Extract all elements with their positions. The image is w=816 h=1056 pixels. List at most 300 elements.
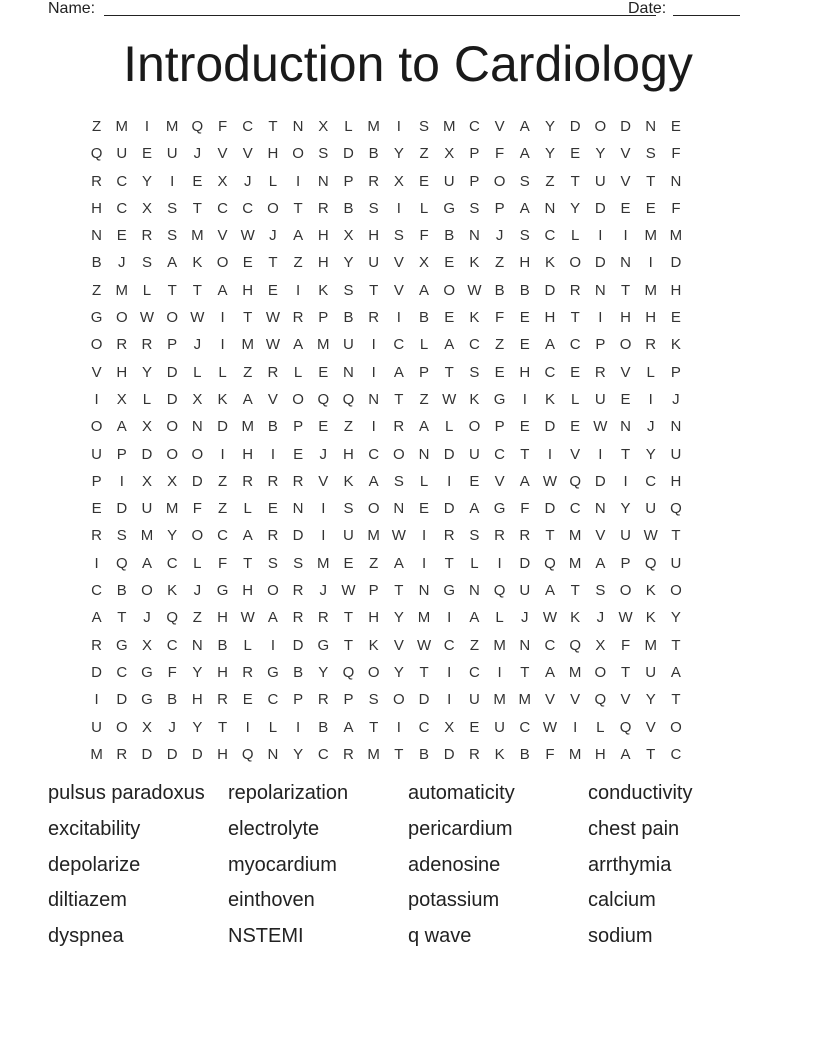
grid-letter[interactable]: P <box>620 554 631 572</box>
grid-letter[interactable]: S <box>116 527 127 545</box>
grid-letter[interactable]: I <box>270 445 275 463</box>
grid-letter[interactable]: Y <box>141 172 152 190</box>
grid-letter[interactable]: K <box>645 582 656 600</box>
grid-letter[interactable]: Z <box>469 636 479 654</box>
grid-letter[interactable]: Z <box>495 254 505 272</box>
grid-letter[interactable]: P <box>494 418 505 436</box>
grid-letter[interactable]: C <box>494 445 506 463</box>
grid-letter[interactable]: A <box>167 254 178 272</box>
grid-letter[interactable]: I <box>598 227 603 245</box>
grid-letter[interactable]: O <box>90 418 103 436</box>
grid-letter[interactable]: E <box>494 363 505 381</box>
grid-letter[interactable]: C <box>91 582 103 600</box>
grid-letter[interactable]: V <box>494 118 505 135</box>
grid-letter[interactable]: R <box>368 309 380 327</box>
grid-letter[interactable]: E <box>141 145 152 163</box>
grid-letter[interactable]: D <box>116 691 128 709</box>
grid-letter[interactable]: H <box>368 609 380 627</box>
grid-letter[interactable]: M <box>568 745 582 763</box>
grid-letter[interactable]: B <box>519 281 530 299</box>
grid-letter[interactable]: A <box>519 118 530 135</box>
grid-letter[interactable]: H <box>267 145 279 163</box>
grid-letter[interactable]: X <box>444 718 455 736</box>
grid-letter[interactable]: R <box>317 609 329 627</box>
grid-letter[interactable]: W <box>265 336 280 354</box>
grid-letter[interactable]: N <box>292 118 304 135</box>
grid-letter[interactable]: F <box>495 145 505 163</box>
grid-letter[interactable]: S <box>469 199 480 217</box>
grid-letter[interactable]: T <box>570 582 580 600</box>
grid-letter[interactable]: B <box>116 582 127 600</box>
grid-letter[interactable]: O <box>191 527 204 545</box>
grid-letter[interactable]: E <box>469 718 480 736</box>
grid-letter[interactable]: Q <box>342 390 355 408</box>
grid-letter[interactable]: Q <box>115 554 128 572</box>
grid-letter[interactable]: W <box>341 582 356 600</box>
grid-letter[interactable]: M <box>568 663 582 681</box>
grid-letter[interactable]: Q <box>493 582 506 600</box>
grid-letter[interactable]: X <box>318 118 329 135</box>
grid-letter[interactable]: E <box>670 309 681 327</box>
grid-letter[interactable]: W <box>467 281 482 299</box>
grid-letter[interactable]: E <box>293 445 304 463</box>
grid-letter[interactable]: M <box>115 118 129 135</box>
grid-letter[interactable]: E <box>670 118 681 135</box>
grid-letter[interactable]: V <box>91 363 102 381</box>
grid-letter[interactable]: I <box>421 554 427 572</box>
grid-letter[interactable]: T <box>520 663 530 681</box>
grid-letter[interactable]: L <box>193 363 202 381</box>
grid-letter[interactable]: C <box>519 718 531 736</box>
grid-letter[interactable]: N <box>317 172 329 190</box>
grid-letter[interactable]: V <box>318 472 329 490</box>
grid-letter[interactable]: B <box>267 418 278 436</box>
grid-letter[interactable]: O <box>141 582 153 600</box>
grid-letter[interactable]: Z <box>293 254 303 272</box>
grid-letter[interactable]: T <box>419 663 429 681</box>
grid-letter[interactable]: D <box>569 118 581 135</box>
grid-letter[interactable]: W <box>542 718 558 736</box>
grid-letter[interactable]: R <box>292 609 304 627</box>
grid-letter[interactable]: X <box>116 390 127 408</box>
grid-letter[interactable]: H <box>317 254 329 272</box>
grid-letter[interactable]: A <box>544 582 555 600</box>
grid-letter[interactable]: P <box>167 336 178 354</box>
grid-letter[interactable]: C <box>116 199 128 217</box>
grid-letter[interactable]: O <box>166 445 178 463</box>
grid-letter[interactable]: U <box>166 145 178 163</box>
grid-letter[interactable]: L <box>495 609 504 627</box>
grid-letter[interactable]: Q <box>594 691 607 709</box>
grid-letter[interactable]: T <box>646 172 656 190</box>
grid-letter[interactable]: I <box>396 118 401 135</box>
grid-letter[interactable]: J <box>596 609 605 627</box>
grid-letter[interactable]: L <box>142 281 152 299</box>
grid-letter[interactable]: L <box>243 500 252 518</box>
grid-letter[interactable]: R <box>443 527 455 545</box>
grid-letter[interactable]: C <box>116 663 128 681</box>
grid-letter[interactable]: O <box>619 582 632 600</box>
grid-letter[interactable]: F <box>495 309 505 327</box>
grid-letter[interactable]: E <box>242 691 253 709</box>
grid-letter[interactable]: E <box>318 418 329 436</box>
grid-letter[interactable]: Z <box>217 500 228 518</box>
grid-letter[interactable]: E <box>318 363 329 381</box>
grid-letter[interactable]: U <box>141 500 153 518</box>
grid-letter[interactable]: L <box>268 172 278 190</box>
grid-letter[interactable]: R <box>116 336 128 354</box>
grid-letter[interactable]: P <box>368 582 379 600</box>
grid-letter[interactable]: E <box>620 390 631 408</box>
grid-letter[interactable]: X <box>419 254 430 272</box>
grid-letter[interactable]: E <box>267 281 278 299</box>
grid-letter[interactable]: M <box>644 281 657 299</box>
grid-letter[interactable]: T <box>268 254 278 272</box>
grid-letter[interactable]: S <box>469 527 480 545</box>
grid-letter[interactable]: I <box>94 390 99 408</box>
grid-letter[interactable]: Y <box>293 745 304 763</box>
grid-letter[interactable]: O <box>166 309 178 327</box>
grid-letter[interactable]: X <box>141 199 152 217</box>
grid-letter[interactable]: C <box>645 472 657 490</box>
grid-letter[interactable]: Z <box>343 418 354 436</box>
grid-letter[interactable]: U <box>594 172 606 190</box>
grid-letter[interactable]: K <box>217 390 228 408</box>
grid-letter[interactable]: Y <box>645 691 656 709</box>
grid-letter[interactable]: M <box>367 745 380 763</box>
grid-letter[interactable]: I <box>144 118 150 135</box>
grid-letter[interactable]: G <box>317 636 330 654</box>
grid-letter[interactable]: L <box>142 390 152 408</box>
grid-letter[interactable]: C <box>418 718 430 736</box>
grid-letter[interactable]: C <box>217 527 228 545</box>
grid-letter[interactable]: P <box>419 363 430 381</box>
grid-letter[interactable]: X <box>141 472 152 490</box>
grid-letter[interactable]: B <box>343 199 354 217</box>
grid-letter[interactable]: C <box>267 691 279 709</box>
grid-letter[interactable]: D <box>670 254 682 272</box>
grid-letter[interactable]: Z <box>92 118 102 135</box>
grid-letter[interactable]: R <box>141 227 153 245</box>
grid-letter[interactable]: V <box>393 636 404 654</box>
grid-letter[interactable]: Z <box>419 145 429 163</box>
grid-letter[interactable]: Q <box>544 554 556 572</box>
grid-letter[interactable]: L <box>218 363 227 381</box>
grid-letter[interactable]: I <box>371 418 376 436</box>
grid-letter[interactable]: R <box>468 745 480 763</box>
grid-letter[interactable]: R <box>292 309 304 327</box>
grid-letter[interactable]: R <box>368 172 380 190</box>
grid-letter[interactable]: E <box>444 309 455 327</box>
grid-letter[interactable]: R <box>91 636 103 654</box>
grid-letter[interactable]: Y <box>393 609 404 627</box>
grid-letter[interactable]: B <box>444 227 455 245</box>
grid-letter[interactable]: I <box>220 336 225 354</box>
grid-letter[interactable]: X <box>595 636 606 654</box>
grid-letter[interactable]: U <box>468 691 480 709</box>
grid-letter[interactable]: J <box>118 254 126 272</box>
grid-letter[interactable]: J <box>646 418 655 436</box>
grid-letter[interactable]: T <box>343 636 354 654</box>
grid-letter[interactable]: R <box>91 172 103 190</box>
grid-letter[interactable]: C <box>317 745 329 763</box>
grid-letter[interactable]: S <box>368 691 379 709</box>
grid-letter[interactable]: Y <box>393 663 404 681</box>
grid-letter[interactable]: C <box>116 172 128 190</box>
grid-letter[interactable]: N <box>91 227 103 245</box>
grid-letter[interactable]: E <box>192 172 203 190</box>
grid-letter[interactable]: S <box>645 145 656 163</box>
grid-letter[interactable]: Z <box>495 336 505 354</box>
grid-letter[interactable]: X <box>141 418 152 436</box>
grid-letter[interactable]: Q <box>241 745 254 763</box>
grid-letter[interactable]: P <box>293 418 304 436</box>
grid-letter[interactable]: H <box>242 582 254 600</box>
grid-letter[interactable]: I <box>94 691 99 709</box>
grid-letter[interactable]: I <box>447 472 452 490</box>
grid-letter[interactable]: D <box>191 745 203 763</box>
grid-letter[interactable]: Q <box>644 554 657 572</box>
grid-letter[interactable]: H <box>217 745 228 763</box>
grid-letter[interactable]: S <box>419 118 430 135</box>
grid-letter[interactable]: U <box>343 527 354 545</box>
grid-letter[interactable]: A <box>670 663 681 681</box>
grid-letter[interactable]: C <box>468 336 480 354</box>
grid-letter[interactable]: L <box>570 227 580 245</box>
grid-letter[interactable]: V <box>242 145 253 163</box>
grid-letter[interactable]: Q <box>670 500 682 518</box>
grid-letter[interactable]: I <box>396 718 401 736</box>
grid-letter[interactable]: D <box>141 745 153 763</box>
grid-letter[interactable]: I <box>447 663 452 681</box>
grid-letter[interactable]: V <box>620 145 631 163</box>
grid-letter[interactable]: D <box>594 199 606 217</box>
grid-letter[interactable]: C <box>544 636 556 654</box>
grid-letter[interactable]: I <box>220 309 225 327</box>
grid-letter[interactable]: K <box>570 609 581 627</box>
grid-letter[interactable]: S <box>519 172 530 190</box>
grid-letter[interactable]: T <box>243 309 253 327</box>
grid-letter[interactable]: C <box>544 363 556 381</box>
grid-letter[interactable]: M <box>568 554 582 572</box>
grid-letter[interactable]: X <box>444 145 455 163</box>
grid-letter[interactable]: N <box>645 118 657 135</box>
grid-letter[interactable]: V <box>393 281 404 299</box>
grid-letter[interactable]: Y <box>393 145 404 163</box>
grid-letter[interactable]: T <box>117 609 127 627</box>
grid-letter[interactable]: V <box>620 363 631 381</box>
grid-letter[interactable]: J <box>269 227 277 245</box>
grid-letter[interactable]: A <box>419 418 430 436</box>
grid-letter[interactable]: H <box>317 227 329 245</box>
grid-letter[interactable]: U <box>519 582 531 600</box>
grid-letter[interactable]: T <box>394 390 404 408</box>
grid-letter[interactable]: S <box>167 227 178 245</box>
grid-letter[interactable]: O <box>292 390 304 408</box>
grid-letter[interactable]: H <box>343 445 354 463</box>
grid-letter[interactable]: L <box>570 390 580 408</box>
grid-letter[interactable]: A <box>519 472 530 490</box>
grid-letter[interactable]: I <box>648 254 653 272</box>
grid-letter[interactable]: T <box>671 636 681 654</box>
grid-letter[interactable]: M <box>241 418 254 436</box>
grid-letter[interactable]: T <box>217 718 228 736</box>
grid-letter[interactable]: X <box>393 172 404 190</box>
grid-letter[interactable]: V <box>595 527 606 545</box>
grid-letter[interactable]: Y <box>167 527 178 545</box>
grid-letter[interactable]: T <box>369 718 379 736</box>
grid-letter[interactable]: A <box>620 745 631 763</box>
grid-letter[interactable]: N <box>468 227 480 245</box>
grid-letter[interactable]: H <box>217 609 228 627</box>
grid-letter[interactable]: N <box>519 636 531 654</box>
name-line[interactable] <box>104 15 656 16</box>
grid-letter[interactable]: N <box>544 199 556 217</box>
grid-letter[interactable]: M <box>165 500 179 518</box>
grid-letter[interactable]: D <box>166 390 178 408</box>
grid-letter[interactable]: P <box>343 691 354 709</box>
grid-letter[interactable]: M <box>241 336 254 354</box>
grid-letter[interactable]: R <box>317 691 329 709</box>
grid-letter[interactable]: M <box>417 609 431 627</box>
grid-letter[interactable]: D <box>594 254 606 272</box>
grid-letter[interactable]: W <box>265 309 280 327</box>
grid-letter[interactable]: U <box>670 554 682 572</box>
grid-letter[interactable]: K <box>469 254 480 272</box>
grid-letter[interactable]: A <box>595 554 606 572</box>
grid-letter[interactable]: D <box>141 445 153 463</box>
grid-letter[interactable]: E <box>570 363 581 381</box>
grid-letter[interactable]: R <box>267 363 279 381</box>
grid-letter[interactable]: I <box>321 527 326 545</box>
grid-letter[interactable]: Y <box>192 663 203 681</box>
grid-letter[interactable]: P <box>494 199 505 217</box>
grid-letter[interactable]: K <box>469 390 480 408</box>
grid-letter[interactable]: D <box>343 145 354 163</box>
grid-letter[interactable]: M <box>90 745 103 763</box>
date-line[interactable] <box>673 15 740 16</box>
grid-letter[interactable]: I <box>296 172 301 190</box>
grid-letter[interactable]: C <box>569 336 581 354</box>
grid-letter[interactable]: N <box>620 418 631 436</box>
grid-letter[interactable]: M <box>442 118 456 135</box>
grid-letter[interactable]: F <box>217 554 228 572</box>
grid-letter[interactable]: A <box>242 527 253 545</box>
grid-letter[interactable]: A <box>393 554 404 572</box>
grid-letter[interactable]: Q <box>342 663 355 681</box>
grid-letter[interactable]: P <box>469 172 480 190</box>
grid-letter[interactable]: K <box>368 636 379 654</box>
grid-letter[interactable]: G <box>141 691 153 709</box>
grid-letter[interactable]: Z <box>369 554 379 572</box>
grid-letter[interactable]: O <box>216 254 229 272</box>
grid-letter[interactable]: E <box>419 500 430 518</box>
grid-letter[interactable]: O <box>670 582 682 600</box>
grid-letter[interactable]: F <box>217 118 228 135</box>
grid-letter[interactable]: O <box>569 254 581 272</box>
grid-letter[interactable]: N <box>670 418 682 436</box>
grid-letter[interactable]: U <box>443 172 455 190</box>
grid-letter[interactable]: B <box>217 636 228 654</box>
grid-letter[interactable]: K <box>167 582 178 600</box>
grid-letter[interactable]: T <box>570 172 580 190</box>
grid-letter[interactable]: I <box>623 227 628 245</box>
grid-letter[interactable]: K <box>318 281 329 299</box>
grid-letter[interactable]: D <box>519 554 531 572</box>
grid-letter[interactable]: O <box>367 500 380 518</box>
grid-letter[interactable]: O <box>594 663 607 681</box>
grid-letter[interactable]: D <box>544 418 556 436</box>
grid-letter[interactable]: E <box>620 199 631 217</box>
grid-letter[interactable]: L <box>445 418 454 436</box>
grid-letter[interactable]: L <box>646 363 655 381</box>
grid-letter[interactable]: X <box>167 472 178 490</box>
grid-letter[interactable]: E <box>242 254 253 272</box>
grid-letter[interactable]: A <box>217 281 228 299</box>
grid-letter[interactable]: Y <box>595 145 606 163</box>
grid-letter[interactable]: H <box>242 281 254 299</box>
grid-letter[interactable]: W <box>240 227 255 245</box>
grid-letter[interactable]: J <box>193 336 202 354</box>
grid-letter[interactable]: E <box>91 500 102 518</box>
grid-letter[interactable]: P <box>116 445 127 463</box>
grid-letter[interactable]: U <box>645 663 657 681</box>
grid-letter[interactable]: G <box>216 582 229 600</box>
grid-letter[interactable]: R <box>267 527 279 545</box>
grid-letter[interactable]: Q <box>569 636 581 654</box>
grid-letter[interactable]: R <box>645 336 657 354</box>
grid-letter[interactable]: K <box>670 336 681 354</box>
grid-letter[interactable]: I <box>547 445 553 463</box>
grid-letter[interactable]: P <box>670 363 681 381</box>
grid-letter[interactable]: P <box>469 145 480 163</box>
grid-letter[interactable]: A <box>91 609 102 627</box>
grid-letter[interactable]: D <box>166 745 178 763</box>
grid-letter[interactable]: G <box>493 390 506 408</box>
grid-letter[interactable]: S <box>368 199 379 217</box>
grid-letter[interactable]: O <box>191 445 204 463</box>
grid-letter[interactable]: Z <box>192 609 202 627</box>
grid-letter[interactable]: G <box>115 636 128 654</box>
grid-letter[interactable]: V <box>570 691 581 709</box>
grid-letter[interactable]: P <box>343 172 354 190</box>
grid-letter[interactable]: B <box>318 718 329 736</box>
grid-letter[interactable]: H <box>645 309 657 327</box>
grid-letter[interactable]: S <box>141 254 152 272</box>
grid-letter[interactable]: K <box>343 472 354 490</box>
grid-letter[interactable]: G <box>90 309 103 327</box>
grid-letter[interactable]: M <box>367 527 380 545</box>
grid-letter[interactable]: T <box>545 527 555 545</box>
grid-letter[interactable]: L <box>419 336 429 354</box>
grid-letter[interactable]: F <box>620 636 631 654</box>
grid-letter[interactable]: W <box>139 309 155 327</box>
grid-letter[interactable]: Y <box>645 445 656 463</box>
grid-letter[interactable]: D <box>217 418 228 436</box>
grid-letter[interactable]: A <box>267 609 278 627</box>
grid-letter[interactable]: V <box>620 691 631 709</box>
grid-letter[interactable]: N <box>343 363 354 381</box>
grid-letter[interactable]: H <box>242 445 254 463</box>
grid-letter[interactable]: I <box>245 718 250 736</box>
grid-letter[interactable]: A <box>444 336 455 354</box>
grid-letter[interactable]: W <box>542 609 558 627</box>
grid-letter[interactable]: W <box>416 636 432 654</box>
grid-letter[interactable]: M <box>518 691 532 709</box>
grid-letter[interactable]: E <box>645 199 656 217</box>
grid-letter[interactable]: Y <box>318 663 329 681</box>
grid-letter[interactable]: R <box>141 336 153 354</box>
